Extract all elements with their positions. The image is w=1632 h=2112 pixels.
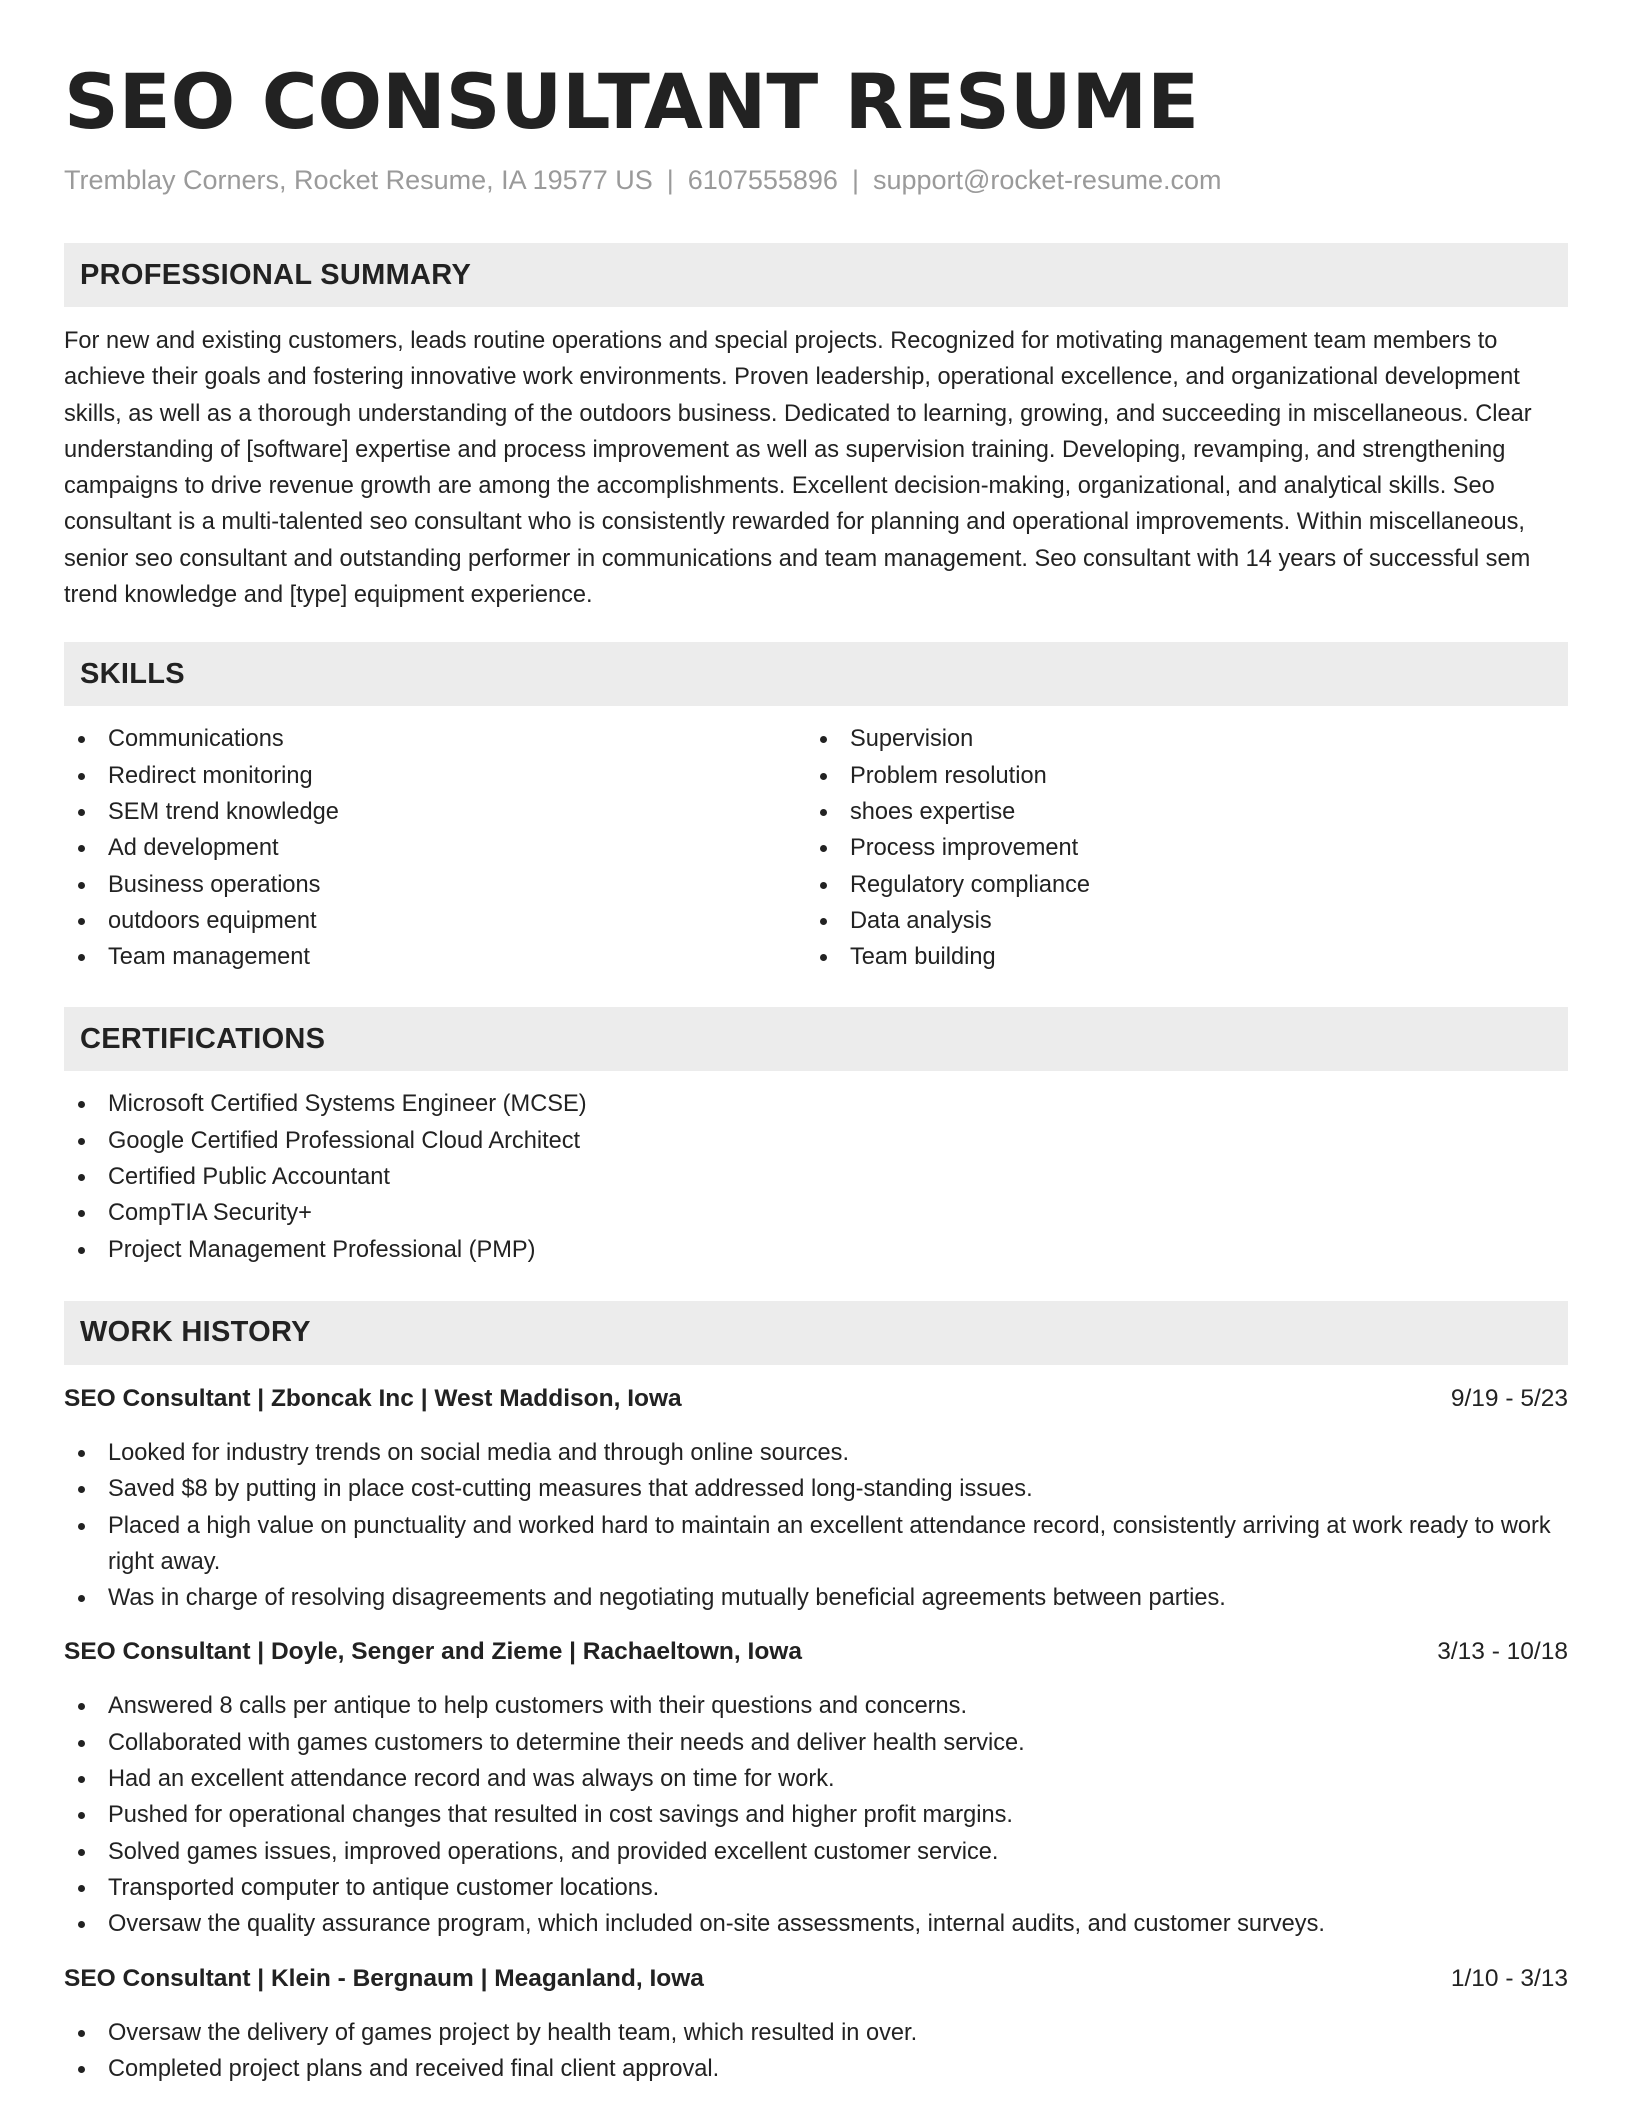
- section-header-work-history: WORK HISTORY: [64, 1301, 1568, 1365]
- job-dates: 1/10 - 3/13: [1450, 1964, 1568, 1992]
- skill-item: Business operations: [64, 867, 806, 903]
- job-bullets: [64, 1435, 1568, 1616]
- page-title: SEO CONSULTANT RESUME: [64, 57, 1200, 146]
- job-title: SEO Consultant | Zboncak Inc | West Maddison, Iowa: [64, 1384, 682, 1412]
- skill-item: Supervision: [806, 721, 1548, 757]
- job-dates: 3/13 - 10/18: [1437, 1638, 1568, 1666]
- skills-grid: [64, 721, 1568, 975]
- job-header: [64, 1634, 1568, 1670]
- job-header: [64, 1381, 1568, 1417]
- job-bullet: Oversaw the delivery of games project by health team, which resulted in over.: [64, 2015, 1568, 2051]
- section-header-summary: PROFESSIONAL SUMMARY: [64, 243, 1568, 307]
- skill-item: Regulatory compliance: [806, 867, 1548, 903]
- skill-item: Process improvement: [806, 830, 1548, 866]
- job-bullet: Had an excellent attendance record and was always on time for work.: [64, 1761, 1568, 1797]
- job-bullet: Transported computer to antique customer locations.: [64, 1870, 1568, 1906]
- contact-separator: |: [666, 165, 674, 195]
- skill-item: Communications: [64, 721, 806, 757]
- skill-item: outdoors equipment: [64, 903, 806, 939]
- certification-item: Microsoft Certified Systems Engineer (MCSE): [64, 1086, 1568, 1122]
- job-bullet: Pushed for operational changes that resulted in cost savings and higher profit margins.: [64, 1797, 1568, 1833]
- certification-item: CompTIA Security+: [64, 1195, 1568, 1231]
- job-bullets: [64, 1688, 1568, 1942]
- skill-item: Team management: [64, 939, 806, 975]
- section-header-certifications: CERTIFICATIONS: [64, 1007, 1568, 1071]
- resume-page: [64, 52, 1568, 2087]
- job-bullets: [64, 2015, 1568, 2088]
- skill-item: Problem resolution: [806, 758, 1548, 794]
- job-entry: [64, 1381, 1568, 1616]
- skill-item: shoes expertise: [806, 794, 1548, 830]
- certification-item: Project Management Professional (PMP): [64, 1232, 1568, 1268]
- contact-email: support@rocket-resume.com: [872, 165, 1222, 195]
- contact-address: Tremblay Corners, Rocket Resume, IA 19577 US: [64, 165, 653, 195]
- skill-item: Ad development: [64, 830, 806, 866]
- summary-text: For new and existing customers, leads routine operations and special projects. Recognized for motivating management team members to achieve their goals and fostering innovative work environments. Proven leadership, operational excellence, and organizational development skills, as well as a thorough understanding of the outdoors business. Dedicated to learning, growing, and succeeding in miscellaneous. Clear understanding of [software] expertise and process improvement as well as supervision training. Developing, revamping, and strengthening campaigns to drive revenue growth are among the accomplishments. Excellent decision-making, organizational, and analytical skills. Seo consultant is a multi-talented seo consultant who is consistently rewarded for planning and operational improvements. Within miscellaneous, senior seo consultant and outstanding performer in communications and team management. Seo consultant with 14 years of successful sem trend knowledge and [type] equipment experience.: [64, 328, 1532, 609]
- job-bullet: Saved $8 by putting in place cost-cutting measures that addressed long-standing issues.: [64, 1471, 1568, 1507]
- job-bullet: Completed project plans and received final client approval.: [64, 2051, 1568, 2087]
- skill-item: Data analysis: [806, 903, 1548, 939]
- job-title: SEO Consultant | Klein - Bergnaum | Meaganland, Iowa: [64, 1964, 704, 1992]
- job-bullet: Answered 8 calls per antique to help customers with their questions and concerns.: [64, 1688, 1568, 1724]
- job-bullet: Was in charge of resolving disagreements and negotiating mutually beneficial agreements between parties.: [64, 1580, 1568, 1616]
- job-bullet: Collaborated with games customers to determine their needs and deliver health service.: [64, 1725, 1568, 1761]
- job-bullet: Solved games issues, improved operations, and provided excellent customer service.: [64, 1834, 1568, 1870]
- job-dates: 9/19 - 5/23: [1450, 1384, 1568, 1412]
- skills-list-right: [806, 721, 1548, 975]
- certification-item: Certified Public Accountant: [64, 1159, 1568, 1195]
- job-bullet: Looked for industry trends on social media and through online sources.: [64, 1435, 1568, 1471]
- certification-item: Google Certified Professional Cloud Architect: [64, 1123, 1568, 1159]
- certifications-list: [64, 1086, 1568, 1267]
- skill-item: SEM trend knowledge: [64, 794, 806, 830]
- job-bullet: Placed a high value on punctuality and worked hard to maintain an excellent attendance record, consistently arriving at work ready to work right away.: [64, 1508, 1568, 1581]
- contact-phone: 6107555896: [687, 165, 838, 195]
- skills-list-left: [64, 721, 806, 975]
- job-bullet: Oversaw the quality assurance program, which included on-site assessments, internal audits, and customer surveys.: [64, 1906, 1568, 1942]
- contact-separator: |: [851, 165, 859, 195]
- job-entry: [64, 1634, 1568, 1942]
- job-header: [64, 1961, 1568, 1997]
- job-entry: [64, 1961, 1568, 2088]
- job-title: SEO Consultant | Doyle, Senger and Zieme | Rachaeltown, Iowa: [64, 1638, 802, 1666]
- skill-item: Team building: [806, 939, 1548, 975]
- skill-item: Redirect monitoring: [64, 758, 806, 794]
- section-header-skills: SKILLS: [64, 642, 1568, 706]
- contact-line: [64, 162, 1568, 198]
